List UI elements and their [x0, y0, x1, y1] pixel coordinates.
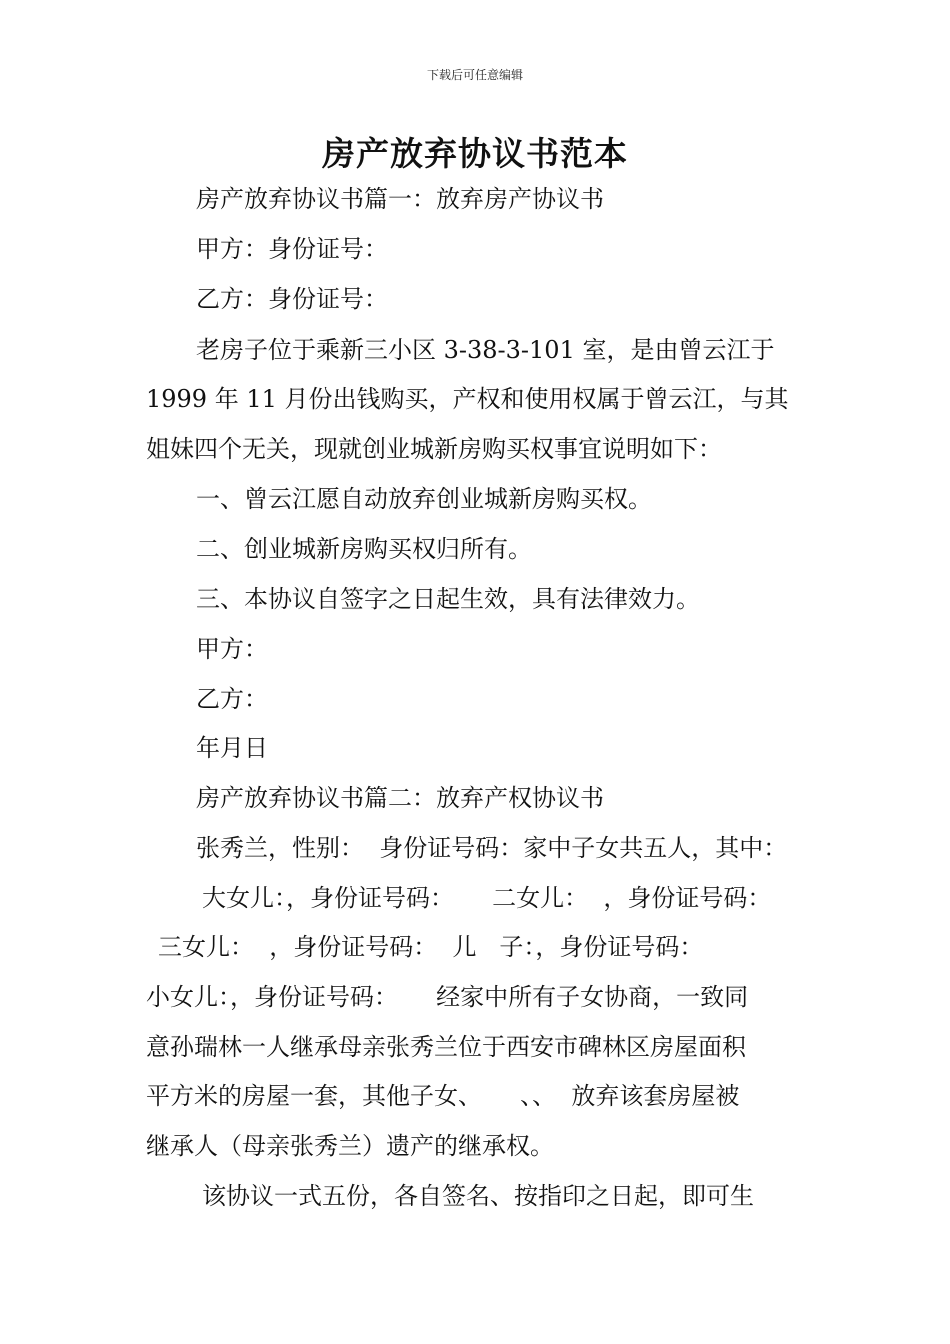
signature-party-a: 甲方： — [196, 635, 268, 663]
paragraph-line: 该协议一式五份，各自签名、按指印之日起，即可生 — [202, 1182, 754, 1210]
paragraph-line: 继承人（母亲张秀兰）遗产的继承权。 — [146, 1132, 554, 1160]
paragraph-line: 姐妹四个无关，现就创业城新房购买权事宜说明如下： — [146, 435, 722, 463]
header-note: 下载后可任意编辑 — [426, 68, 523, 82]
section-heading-2: 房产放弃协议书篇二：放弃产权协议书 — [196, 784, 604, 812]
paragraph-line: 平方米的房屋一套，其他子女、 、、 放弃该套房屋被 — [146, 1082, 740, 1110]
paragraph-line: 张秀兰，性别： 身份证号码：家中子女共五人，其中： — [196, 834, 788, 862]
party-a-id-line: 甲方：身份证号： — [196, 235, 388, 263]
date-line: 年月日 — [196, 734, 268, 762]
paragraph-line: 老房子位于乘新三小区 3-38-3-101 室，是由曾云江于 — [196, 336, 775, 364]
paragraph-line: 1999 年 11 月份出钱购买，产权和使用权属于曾云江，与其 — [146, 385, 789, 413]
party-b-id-line: 乙方：身份证号： — [196, 285, 388, 313]
signature-party-b: 乙方： — [196, 685, 268, 713]
clause-3: 三、本协议自签字之日起生效，具有法律效力。 — [196, 585, 700, 613]
paragraph-line: 大女儿：，身份证号码： 二女儿： ，身份证号码： — [202, 884, 772, 912]
section-heading-1: 房产放弃协议书篇一：放弃房产协议书 — [196, 185, 604, 213]
paragraph-line: 意孙瑞林一人继承母亲张秀兰位于西安市碑林区房屋面积 — [146, 1033, 746, 1061]
clause-2: 二、创业城新房购买权归所有。 — [196, 535, 532, 563]
document-title: 房产放弃协议书范本 — [322, 134, 628, 173]
paragraph-line: 小女儿：，身份证号码： 经家中所有子女协商，一致同 — [146, 983, 749, 1011]
clause-1: 一、曾云江愿自动放弃创业城新房购买权。 — [196, 485, 652, 513]
paragraph-line: 三女儿： ，身份证号码： 儿 子：，身份证号码： — [158, 933, 704, 961]
